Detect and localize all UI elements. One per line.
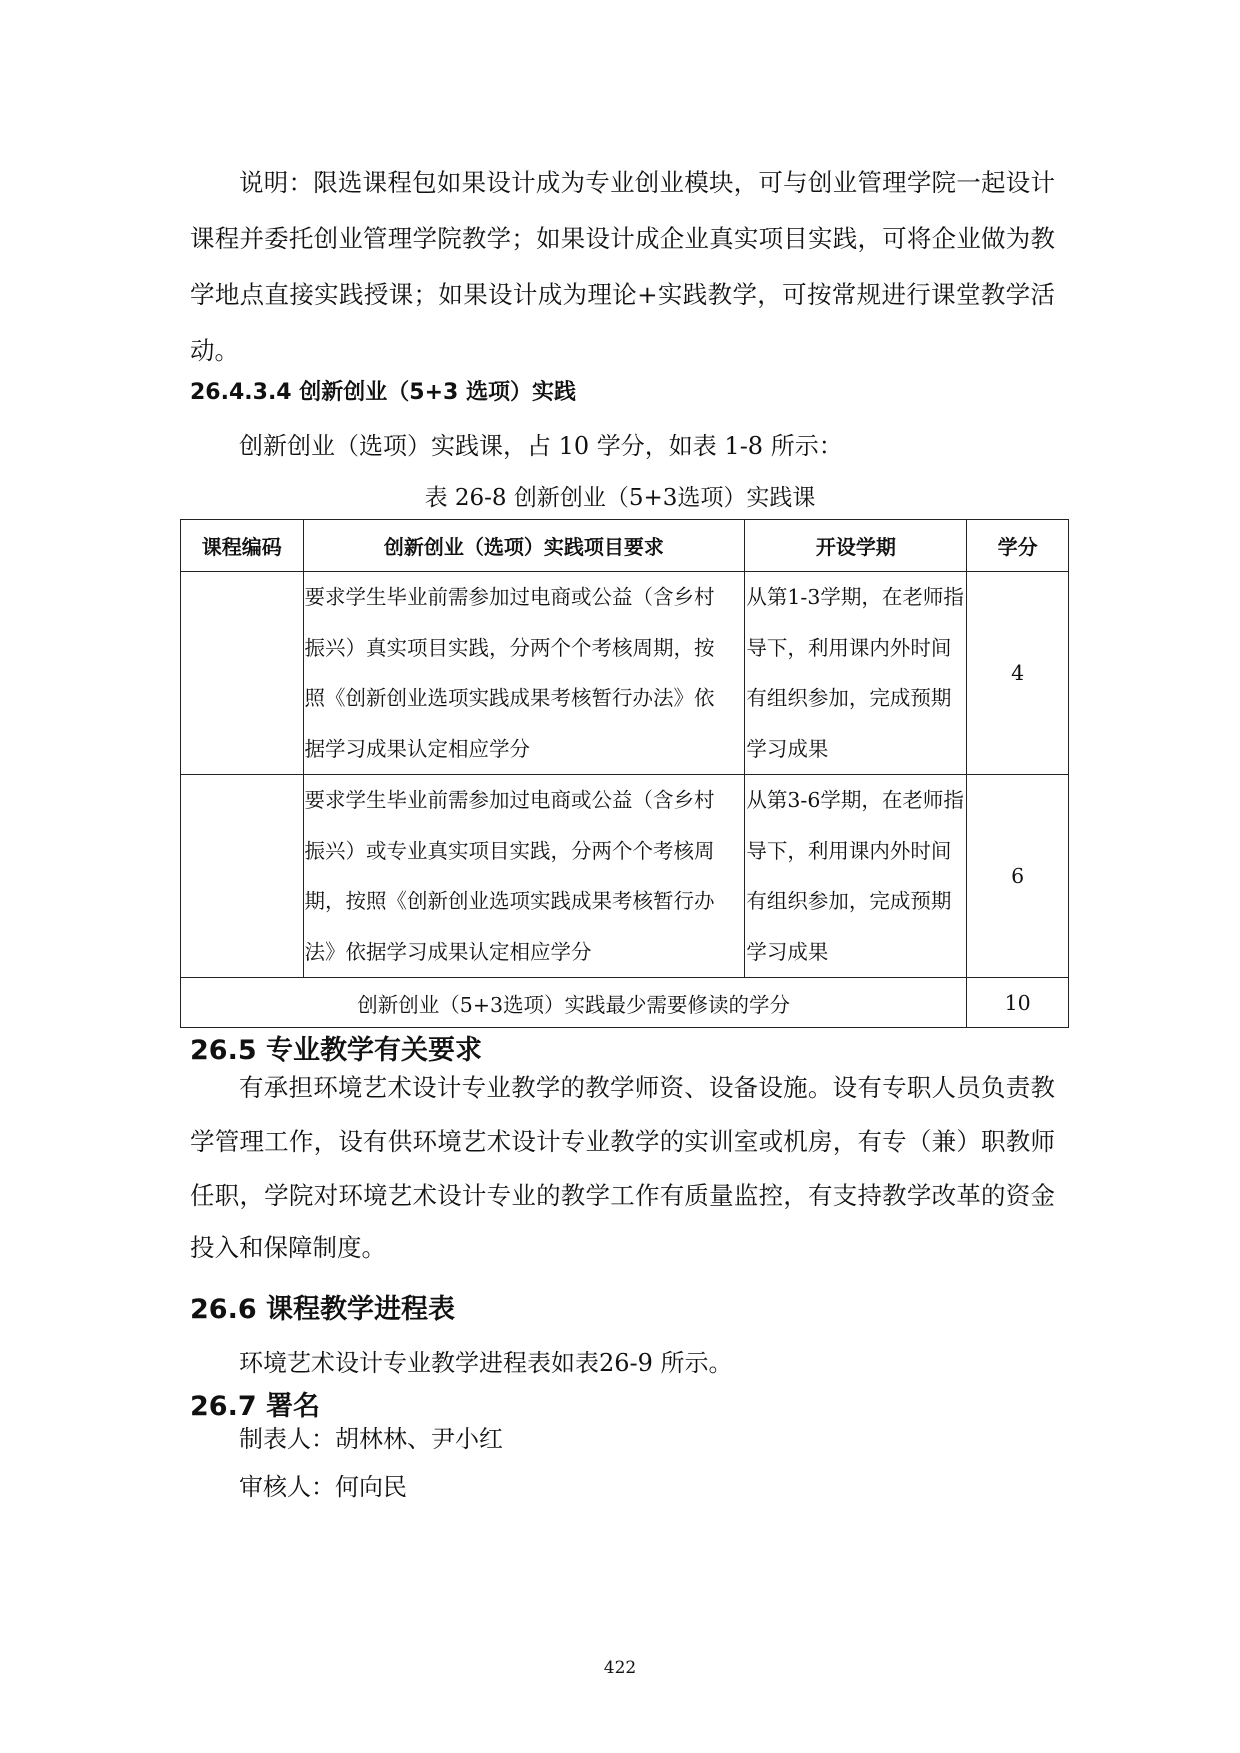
cell-line: 振兴）真实项目实践，分两个个考核周期，按 <box>304 635 715 660</box>
cell-requirement <box>303 775 745 978</box>
cell-line: 照《创新创业选项实践成果考核暂行办法》依 <box>304 686 715 710</box>
body-line: 学管理工作，设有供环境艺术设计专业教学的实训室或机房，有专（兼）职教师 <box>190 1127 1055 1156</box>
cell-line: 导下，利用课内外时间 <box>746 635 952 660</box>
cell-code <box>181 572 304 775</box>
total-label: 创新创业（5+3选项）实践最少需要修读的学分 <box>181 978 967 1028</box>
body-line: 投入和保障制度。 <box>190 1233 386 1262</box>
table-total-row <box>181 978 1069 1028</box>
section-heading-26-4-3-4: 26.4.3.4 创新创业（5+3 选项）实践 <box>190 380 576 405</box>
note-line: 学地点直接实践授课；如果设计成为理论+实践教学，可按常规进行课堂教学活 <box>190 280 1055 309</box>
section-heading-26-5: 26.5 专业教学有关要求 <box>190 1035 483 1066</box>
cell-line: 振兴）或专业真实项目实践，分两个个考核周 <box>304 838 715 863</box>
table-caption: 表 26-8 创新创业（5+3选项）实践课 <box>424 485 816 511</box>
cell-line: 从第1-3学期，在老师指 <box>746 585 964 609</box>
total-credits: 10 <box>967 978 1069 1028</box>
cell-line: 从第3-6学期，在老师指 <box>746 788 964 812</box>
cell-requirement <box>303 572 745 775</box>
cell-line: 学习成果 <box>746 939 829 964</box>
cell-line: 要求学生毕业前需参加过电商或公益（含乡村 <box>304 585 715 609</box>
body-line: 有承担环境艺术设计专业教学的教学师资、设备设施。设有专职人员负责教 <box>239 1073 1055 1102</box>
table-header-row <box>181 520 1069 572</box>
schedule-text: 环境艺术设计专业教学进程表如表26-9 所示。 <box>239 1349 733 1377</box>
cell-code <box>181 775 304 978</box>
header-term: 开设学期 <box>745 520 967 572</box>
header-requirement: 创新创业（选项）实践项目要求 <box>303 520 745 572</box>
header-credits: 学分 <box>967 520 1069 572</box>
table-row <box>181 775 1069 978</box>
reviewer: 审核人：何向民 <box>239 1473 407 1501</box>
cell-line: 学习成果 <box>746 736 829 761</box>
cell-term <box>745 572 967 775</box>
cell-credits: 4 <box>967 572 1069 775</box>
cell-credits: 6 <box>967 775 1069 978</box>
intro-text: 创新创业（选项）实践课，占 10 学分，如表 1-8 所示： <box>239 432 843 460</box>
cell-line: 导下，利用课内外时间 <box>746 838 952 863</box>
cell-line: 有组织参加，完成预期 <box>746 686 952 710</box>
practice-table <box>180 519 1069 1028</box>
note-line: 课程并委托创业管理学院教学；如果设计成企业真实项目实践，可将企业做为教 <box>190 224 1055 253</box>
cell-term <box>745 775 967 978</box>
page-number: 422 <box>603 1658 637 1678</box>
cell-line: 期，按照《创新创业选项实践成果考核暂行办 <box>304 889 715 913</box>
note-line: 动。 <box>190 336 239 365</box>
cell-line: 法》依据学习成果认定相应学分 <box>304 939 592 964</box>
header-code: 课程编码 <box>181 520 304 572</box>
cell-line: 有组织参加，完成预期 <box>746 889 952 913</box>
cell-line: 要求学生毕业前需参加过电商或公益（含乡村 <box>304 788 715 812</box>
section-heading-26-7: 26.7 署名 <box>190 1391 321 1422</box>
cell-line: 据学习成果认定相应学分 <box>304 736 530 761</box>
note-line: 说明：限选课程包如果设计成为专业创业模块，可与创业管理学院一起设计 <box>239 168 1055 197</box>
body-line: 任职，学院对环境艺术设计专业的教学工作有质量监控，有支持教学改革的资金 <box>190 1181 1055 1210</box>
section-heading-26-6: 26.6 课程教学进程表 <box>190 1294 456 1325</box>
table-row <box>181 572 1069 775</box>
preparer: 制表人：胡林林、尹小红 <box>239 1425 503 1453</box>
